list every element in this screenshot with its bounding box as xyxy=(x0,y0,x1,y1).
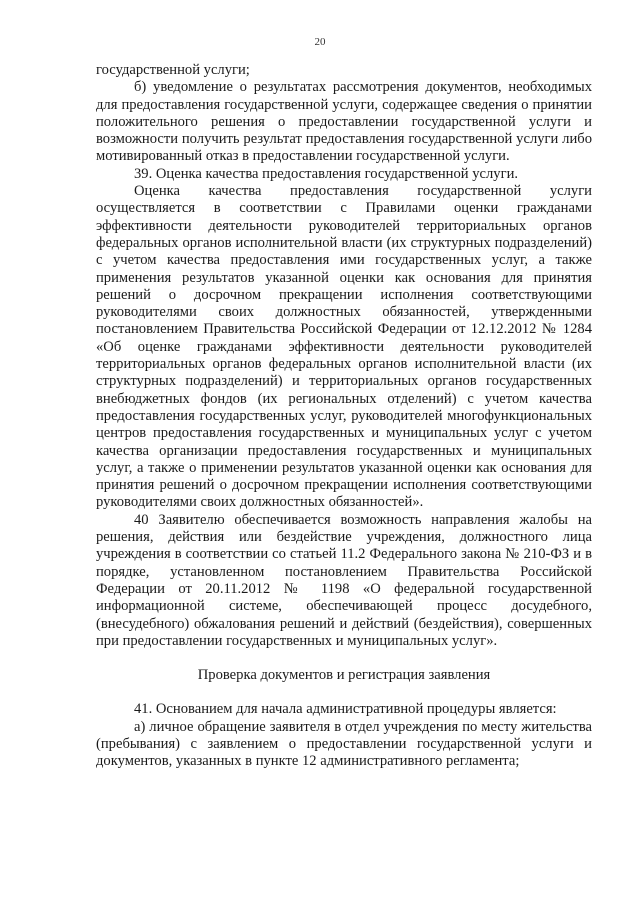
page-number: 20 xyxy=(314,36,326,48)
section-heading: Проверка документов и регистрация заявления xyxy=(197,667,491,684)
paragraph-39-body: Оценка качества предоставления государственной услуги осуществляется в соответствии с Правилами оценки гражданами эффективности деятельности руководителей территориальных органов федеральных органов исполнительной власти (их структурных подразделений) с учетом качества предоставления ими государственных услуг, а также применения результатов указанной оценки как основания для принятия решений о досрочном прекращении исполнения соответствующими руководителями своих должностных обязанностей, утвержденными постановлением Правительства Российской Федерации от 12.12.2012 № 1284 «Об оценке гражданами эффективности деятельности руководителей территориальных органов федеральных органов исполнительной власти (их структурных подразделений) и территориальных органов государственных внебюджетных фондов (их региональных отделений) с учетом качества предоставления государственных услуг, руководителей многофункциональных центров предоставления государственных и муниципальных услуг с учетом качества организации предоставления государственных и муниципальных услуг, а также о применении результатов указанной оценки как основания для принятия решений о досрочном прекращении исполнения соответствующими руководителями своих должностных обязанностей». xyxy=(96,183,592,511)
paragraph-continuation: государственной услуги; xyxy=(96,62,250,78)
paragraph-41: 41. Основанием для начала административной процедуры является: xyxy=(134,701,557,718)
paragraph-item-a: а) личное обращение заявителя в отдел учреждения по месту жительства (пребывания) с заявлением о предоставлении государственной услуги и документов, указанных в пункте 12 административного регламента; xyxy=(96,718,592,770)
document-body xyxy=(96,62,592,771)
paragraph-39-title: 39. Оценка качества предоставления государственной услуги. xyxy=(134,165,519,182)
paragraph-item-b: б) уведомление о результатах рассмотрения документов, необходимых для предоставления государственной услуги, содержащее сведения о принятии положительного решения о предоставлении государственной услуги и возможности получить результат предоставления государственной услуги либо мотивированный отказ в предоставлении государственной услуги. xyxy=(96,79,592,165)
paragraph-40: 40 Заявителю обеспечивается возможность направления жалобы на решения, действия или бездействие учреждения, должностного лица учреждения в соответствии со статьей 11.2 Федерального закона № 210-ФЗ и в порядке, установленном постановлением Правительства Российской Федерации от 20.11.2012 № 1198 «О федеральной государственной информационной системе, обеспечивающей процесс досудебного, (внесудебного) обжалования решений и действий (бездействия), совершенных при предоставлении государственных и муниципальных услуг». xyxy=(96,511,592,649)
